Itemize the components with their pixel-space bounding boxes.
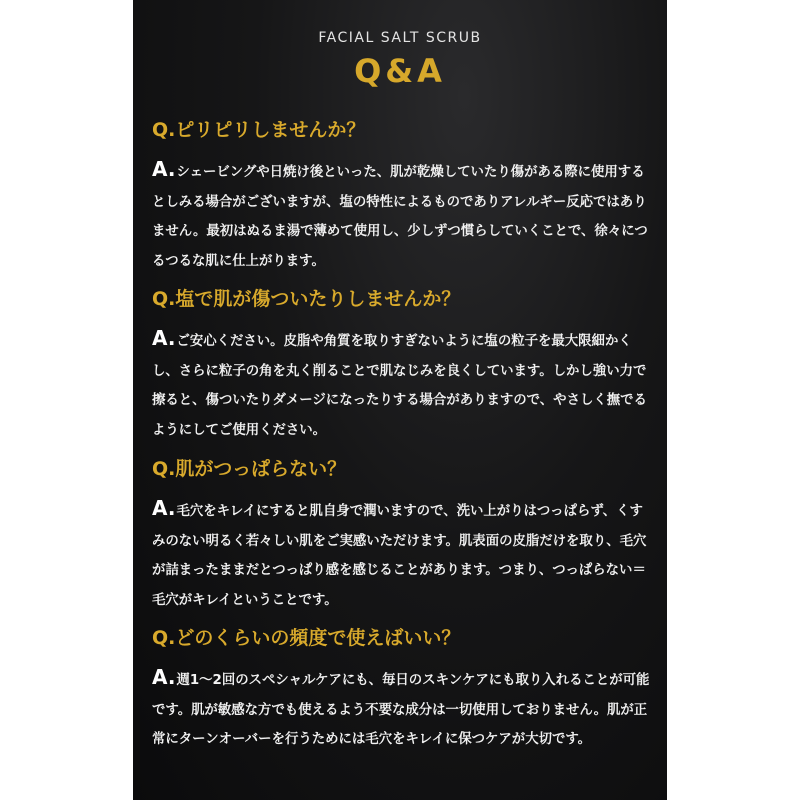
answer-text: 毛穴をキレイにすると肌自身で潤いますので、洗い上がりはつっぱらず、くすみのない明るく若々しい肌をご実感いただけます。肌表面の皮脂だけを取り、毛穴が詰まったままだとつっぱり感を感じることがあります。つまり、つっぱらない＝毛穴がキレイということです。 [152, 504, 647, 608]
qa-item-1 [152, 117, 652, 276]
header-title: Q&A [354, 52, 446, 90]
answer-4 [152, 663, 652, 755]
answer-3 [152, 494, 652, 615]
qa-panel [133, 0, 667, 800]
question-3: Q.肌がつっぱらない？ [152, 458, 347, 480]
answer-text: シェービングや日焼け後といった、肌が乾燥していたり傷がある際に使用するとしみる場合がございますが、塩の特性によるものでありアレルギー反応ではありません。最初はぬるま湯で薄めて使用し、少しずつ慣らしていくことで、徐々につるつるな肌に仕上がります。 [152, 165, 648, 269]
answer-text: 週1〜2回のスペシャルケアにも、毎日のスキンケアにも取り入れることが可能です。肌が敏感な方でも使えるよう不要な成分は一切使用しておりません。肌が正常にターンオーバーを行うためには毛穴をキレイに保つケアが大切です。 [152, 673, 650, 747]
answer-mark: A. [152, 157, 176, 181]
header-subtitle: FACIAL SALT SCRUB [318, 30, 482, 46]
question-4: Q.どのくらいの頻度で使えばいい？ [152, 627, 461, 649]
answer-mark: A. [152, 326, 176, 350]
answer-mark: A. [152, 496, 176, 520]
qa-item-4 [152, 625, 652, 755]
question-1: Q.ピリピリしませんか？ [152, 119, 366, 141]
answer-text: ご安心ください。皮脂や角質を取りすぎないように塩の粒子を最大限細かくし、さらに粒子の角を丸く削ることで肌なじみを良くしています。しかし強い力で擦ると、傷ついたりダメージになったりする場合がありますので、やさしく撫でるようにしてご使用ください。 [152, 334, 647, 438]
question-2: Q.塩で肌が傷ついたりしませんか？ [152, 288, 461, 310]
qa-item-2 [152, 286, 652, 445]
answer-mark: A. [152, 665, 176, 689]
answer-2 [152, 324, 652, 445]
answer-1 [152, 155, 652, 276]
qa-item-3 [152, 456, 652, 615]
